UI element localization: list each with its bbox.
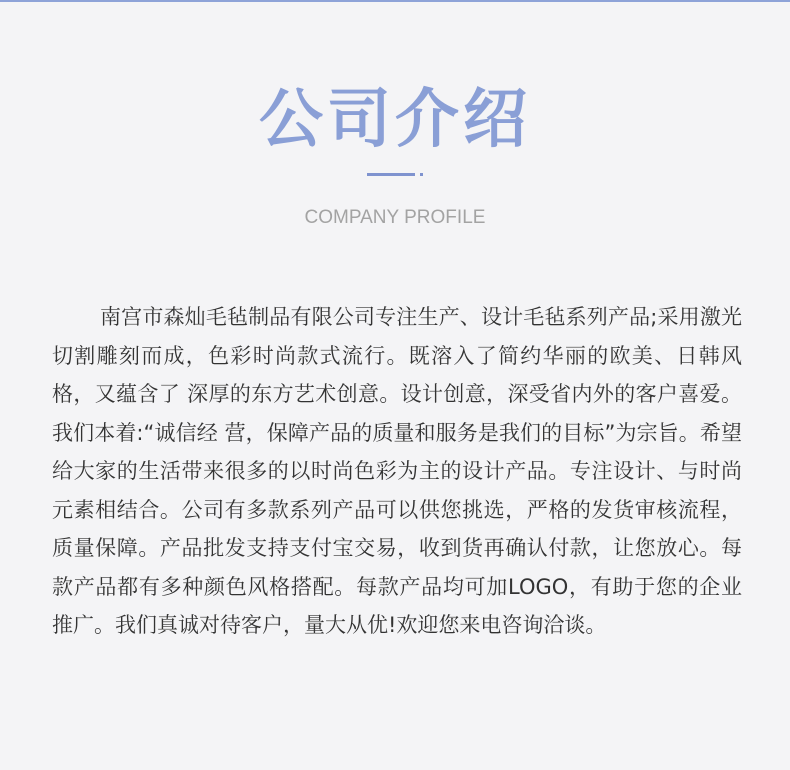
- page-subtitle: COMPANY PROFILE: [304, 207, 486, 228]
- divider-dot: [420, 173, 423, 176]
- divider-bar: [367, 173, 415, 176]
- top-border: [0, 0, 790, 2]
- page-title: 公司介绍: [259, 83, 531, 157]
- company-description: 南宫市森灿毛毡制品有限公司专注生产、设计毛毡系列产品;采用激光切割雕刻而成，色彩时尚款式流行。既溶入了简约华丽的欧美、日韩风格，又蕴含了 深厚的东方艺术创意。设计创意，深受省内外的客户喜爱。我们本着:“诚信经 营，保障产品的质量和服务是我们的目标”为宗旨。希望给大家的生活带来很多的以时尚色彩为主的设计产品。专注设计、与时尚元素相结合。公司有多款系列产品可以供您挑选，严格的发货审核流程，质量保障。产品批发支持支付宝交易，收到货再确认付款，让您放心。每款产品都有多种颜色风格搭配。每款产品均可加LOGO，有助于您的企业推广。我们真诚对待客户，量大从优!欢迎您来电咨询洽谈。: [52, 305, 742, 637]
